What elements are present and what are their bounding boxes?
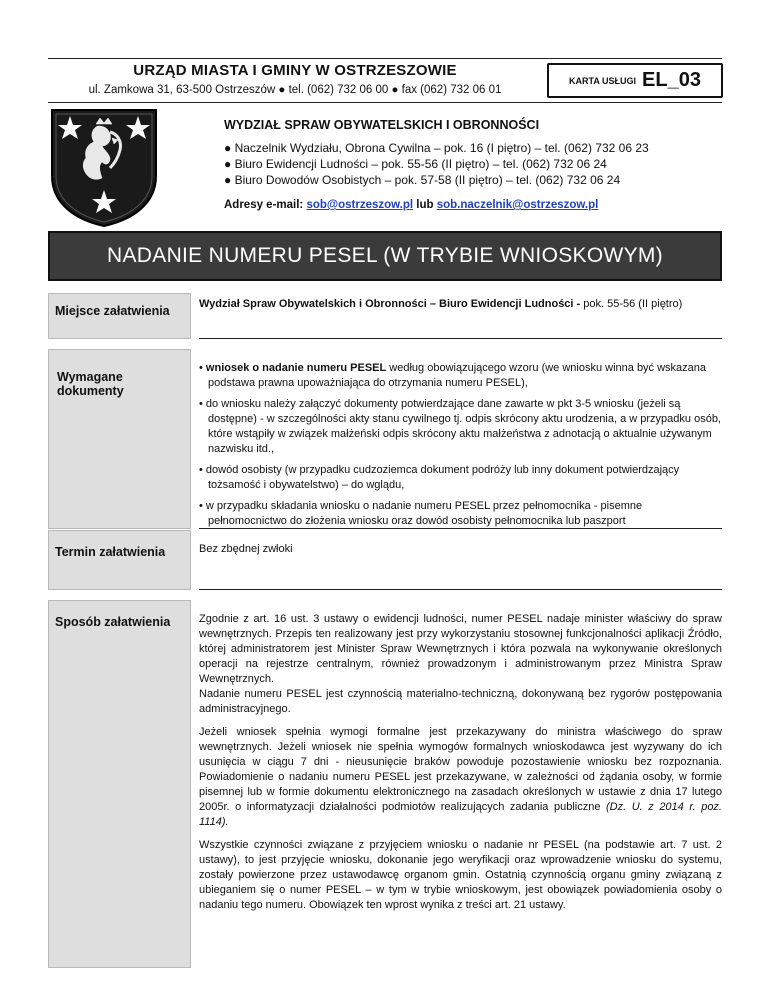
label-deadline: Termin załatwienia <box>48 530 191 590</box>
email-link-naczelnik[interactable]: sob.naczelnik@ostrzeszow.pl <box>436 199 599 211</box>
department-line-id-office: ● Biuro Dowodów Osobistych – pok. 57-58 (II piętro) – tel. (062) 732 06 24 <box>224 173 621 187</box>
bullet: • <box>199 398 203 410</box>
content-documents <box>199 349 722 529</box>
email-link-sob[interactable]: sob@ostrzeszow.pl <box>306 199 414 211</box>
method-paragraph-1 <box>199 612 722 717</box>
place-bold: Wydział Spraw Obywatelskich i Obronności – Biuro Ewidencji Ludności - <box>199 298 581 310</box>
label-method: Sposób załatwienia <box>48 600 191 968</box>
emails-prefix: Adresy e-mail: <box>224 199 307 211</box>
department-title: WYDZIAŁ SPRAW OBYWATELSKICH I OBRONNOŚCI <box>224 118 540 132</box>
document-item-text: do wniosku należy załączyć dokumenty potwierdzające dane zawarte w pkt 3-5 wniosku (jeżeli są dostępne) - w szczególności akty stanu cywilnego tj. odpis skrócony aktu urodzenia, a w przypadku osób, które wstąpiły w związek małżeński odpis skrócony aktu małżeństwa z adnotacją o aktualnie używanym nazwisku itd., <box>205 398 721 455</box>
service-title: NADANIE NUMERU PESEL (W TRYBIE WNIOSKOWYM) <box>107 244 663 267</box>
document-item <box>199 361 722 391</box>
method-p1b-text: Nadanie numeru PESEL jest czynnością materialno-techniczną, dokonywaną bez rygorów postępowania administracyjnego. <box>199 688 722 715</box>
document-item <box>199 463 722 493</box>
document-item-text: według obowiązującego wzoru (we wniosku winna być wskazana podstawa prawna upoważniająca do otrzymania numeru PESEL), <box>208 362 707 389</box>
label-place: Miejsce załatwienia <box>48 293 191 339</box>
document-item <box>199 499 722 529</box>
bullet: • <box>199 362 203 374</box>
department-line-head: ● Naczelnik Wydziału, Obrona Cywilna – pok. 16 (I piętro) – tel. (062) 732 06 23 <box>224 141 649 155</box>
department-line-registry: ● Biuro Ewidencji Ludności – pok. 55-56 (II piętro) – tel. (062) 732 06 24 <box>224 157 607 171</box>
method-paragraph-3: Wszystkie czynności związane z przyjęciem wniosku o nadanie nr PESEL (na podstawie art. 7 ust. 2 ustawy), to jest przyjęcie wniosku, dokonanie jego weryfikacji oraz wprowadzenie wniosku do systemu, zostały powierzone przez ustawodawcę organom gmin. Ostatnią czynnością organu gminy związaną z ubieganiem się o numer PESEL – w tym w trybie wnioskowym, jest obowiązek powiadomienia osoby o nadaniu tego numeru. Obowiązek ten wprost wynika z treści art. 21 ustawy. <box>199 839 722 911</box>
place-rest: pok. 55-56 (II piętro) <box>580 298 683 310</box>
document-item-text: w przypadku składania wniosku o nadanie numeru PESEL przez pełnomocnika - pisemne pełnomocnictwo do złożenia wniosku oraz dowód osobisty pełnomocnika lub paszport <box>205 500 643 527</box>
office-address: ul. Zamkowa 31, 63-500 Ostrzeszów ● tel. (062) 732 06 00 ● fax (062) 732 06 01 <box>88 84 502 96</box>
service-card-box <box>547 63 723 98</box>
label-documents-text: Wymagane dokumenty <box>57 370 124 398</box>
service-title-banner <box>48 231 722 281</box>
method-p2-citation: (Dz. U. z 2014 r. poz. 1114). <box>199 801 722 828</box>
service-card-label: KARTA USŁUGI <box>569 75 637 86</box>
content-method <box>199 600 722 968</box>
department-emails <box>224 199 724 211</box>
emails-join: lub <box>413 199 437 211</box>
service-card-code: EL_03 <box>642 69 701 91</box>
document-item <box>199 397 722 457</box>
header-top-rule <box>48 58 722 59</box>
bullet: • <box>199 500 203 512</box>
method-p1-text: Zgodnie z art. 16 ust. 3 ustawy o ewidencji ludności, numer PESEL nadaje minister właściwy do spraw wewnętrznych. Przepis ten realizowany jest przy wykorzystaniu stosownej funkcjonalności aplikacji Źródło, której administratorem jest Minister Spraw Wewnętrznych i która pozwala na wykonywanie określonych operacji na rejestrze centralnym, również prowadzonym i administrowanym przez Ministra Spraw Wewnętrznych. <box>199 613 722 685</box>
document-item-text: dowód osobisty (w przypadku cudzoziemca dokument podróży lub inny dokument potwierdzający tożsamość i obywatelstwo) – do wglądu, <box>205 464 680 491</box>
method-p2-text: Jeżeli wniosek spełnia wymogi formalne jest przekazywany do ministra właściwego do spraw wewnętrznych. Jeżeli wniosek nie spełnia wymogów formalnych wnioskodawca jest wyzywany do ich usunięcia w ciągu 7 dni - nieusunięcie braków powoduje pozostawienie wniosku bez rozpoznania. Powiadomienie o nadaniu numeru PESEL jest przekazywane, w zależności od żądania osoby, w formie pisemnej lub w formie dokumentu elektronicznego na zasadach określonych w ustawie z dnia 17 lutego 2005r. o informatyzacji działalności podmiotów realizujących zadania publiczne <box>199 726 722 813</box>
header-bottom-rule <box>48 102 722 103</box>
department-info <box>224 118 724 211</box>
office-title: URZĄD MIASTA I GMINY W OSTRZESZOWIE <box>133 62 457 79</box>
content-place <box>199 293 722 339</box>
method-paragraph-2 <box>199 725 722 830</box>
document-item-bold: wniosek o nadanie numeru PESEL <box>205 362 387 374</box>
content-deadline: Bez zbędnej zwłoki <box>199 530 722 590</box>
label-documents <box>48 349 191 529</box>
coat-of-arms-icon <box>48 106 160 228</box>
bullet: • <box>199 464 203 476</box>
